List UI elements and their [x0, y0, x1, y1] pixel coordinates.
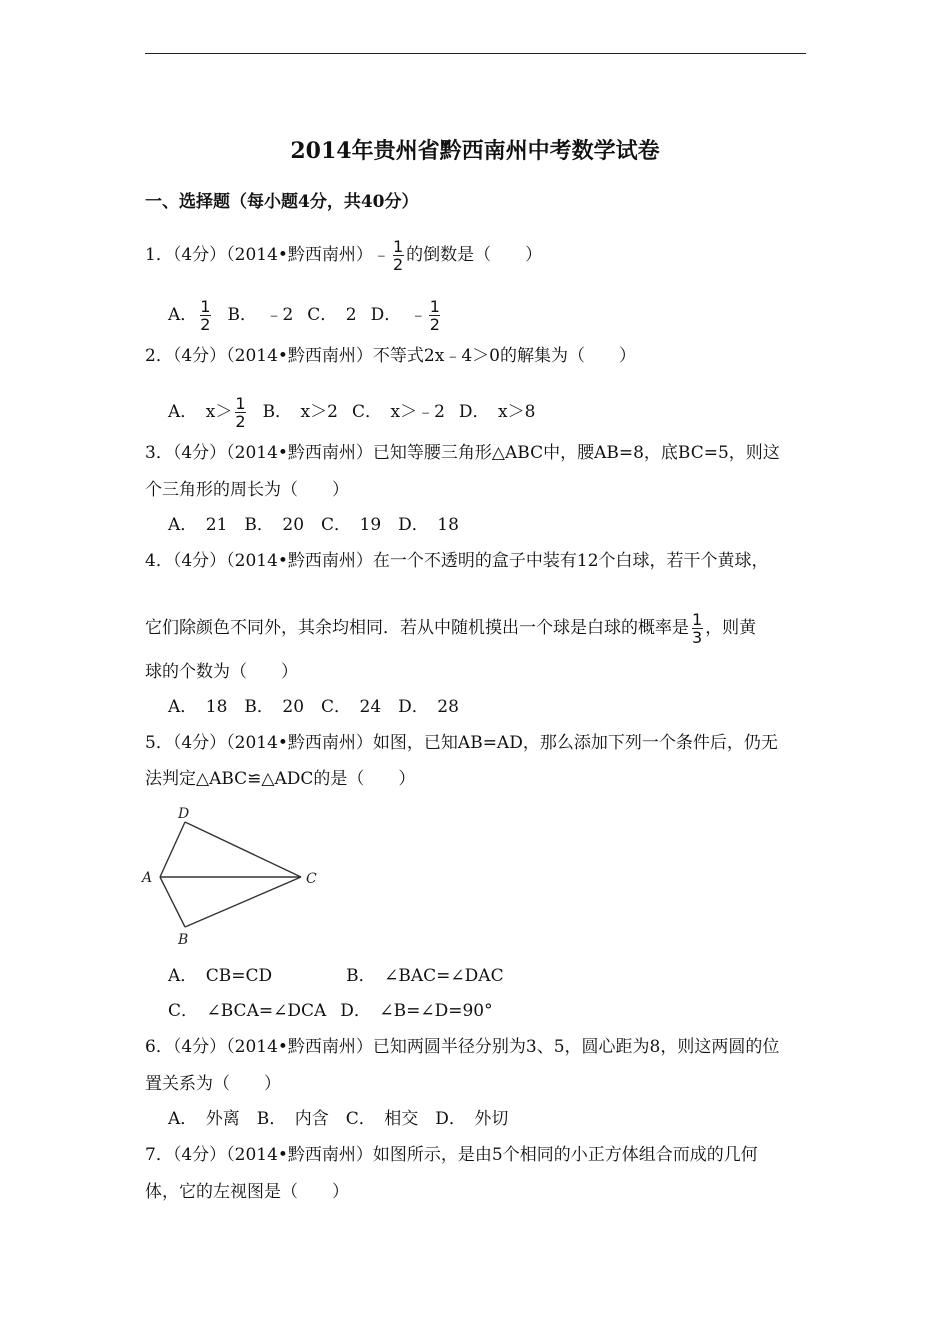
question-3-line-2: 个三角形的周长为（ ）: [145, 480, 349, 500]
question-4-options: A． 18 B． 20 C． 24 D． 28: [168, 697, 459, 717]
question-7-line-1: 7．（4分）（2014•黔西南州）如图所示，是由5个相同的小正方体组合而成的几何: [145, 1145, 758, 1165]
fraction: $\frac{1}{3}$: [692, 610, 703, 647]
fraction: $\frac{1}{2}$: [429, 297, 440, 334]
option-b: B． x＞2: [262, 402, 338, 422]
vertex-label-c: C: [306, 871, 317, 887]
question-1-options: [168, 298, 443, 333]
edge-ad: [160, 822, 185, 877]
vertex-label-b: B: [178, 932, 189, 948]
question-6-line-2: 置关系为（ ）: [145, 1074, 281, 1094]
question-3-options: A． 21 B． 20 C． 19 D． 18: [168, 515, 459, 535]
option-a: A．: [168, 305, 198, 325]
question-4-line-1: 4．（4分）（2014•黔西南州）在一个不透明的盒子中装有12个白球，若干个黄球，: [145, 551, 769, 571]
option-c: C． ∠BCA=∠DCA: [168, 1001, 327, 1021]
header-rule: [145, 53, 806, 54]
option-c: C． 2: [307, 305, 357, 325]
fraction: $\frac{1}{2}$: [235, 394, 246, 431]
option-d: D． x＞8: [458, 402, 536, 422]
question-5-line-2: 法判定△ABC≌△ADC的是（ ）: [145, 769, 416, 789]
option-b: B． ∠BAC=∠DAC: [346, 966, 504, 986]
question-7-line-2: 体，它的左视图是（ ）: [145, 1182, 349, 1202]
option-b: B． ﹣2: [227, 305, 294, 325]
fraction: $\frac{1}{2}$: [200, 297, 211, 334]
question-2-stem: 2．（4分）（2014•黔西南州）不等式2x﹣4＞0的解集为（ ）: [145, 346, 636, 366]
option-d: D． ∠B=∠D=90°: [340, 1001, 493, 1021]
question-6-options: A． 外离 B． 内含 C． 相交 D． 外切: [168, 1109, 509, 1129]
section-heading: 一、选择题（每小题4分，共40分）: [145, 192, 419, 212]
question-5-options-row-1: [168, 965, 504, 987]
question-4-line-2: 它们除颜色不同外，其余均相同．若从中随机摸出一个球是白球的概率是 $\frac{1}{3}$ ，则黄: [145, 610, 757, 647]
edge-ab: [160, 877, 185, 927]
question-4-line-3: 球的个数为（ ）: [145, 662, 298, 682]
option-a: A． x＞: [168, 402, 233, 422]
option-a: A． CB=CD: [168, 966, 273, 986]
vertex-label-d: D: [178, 806, 190, 822]
vertex-label-a: A: [142, 870, 153, 886]
quadrilateral-figure: [138, 797, 328, 952]
fraction: $\frac{1}{2}$: [392, 237, 404, 274]
question-5-line-1: 5．（4分）（2014•黔西南州）如图，已知AB=AD，那么添加下列一个条件后，仍无: [145, 733, 778, 753]
option-c: C． x＞﹣2: [351, 402, 445, 422]
option-d: D． ﹣: [370, 305, 427, 325]
question-6-line-1: 6．（4分）（2014•黔西南州）已知两圆半径分别为3、5，圆心距为8，则这两圆的位: [145, 1037, 780, 1057]
page-title: 2014年贵州省黔西南州中考数学试卷: [290, 138, 660, 164]
question-5-options-row-2: [168, 1000, 493, 1022]
question-3-line-1: 3．（4分）（2014•黔西南州）已知等腰三角形△ABC中，腰AB=8，底BC=5，则这: [145, 443, 780, 463]
question-2-options: [168, 395, 535, 430]
question-1-stem: 1．（4分）（2014•黔西南州）﹣ $\frac{1}{2}$ 的倒数是（ ）: [145, 237, 543, 274]
edge-dc: [185, 822, 301, 877]
edge-bc: [185, 877, 301, 927]
